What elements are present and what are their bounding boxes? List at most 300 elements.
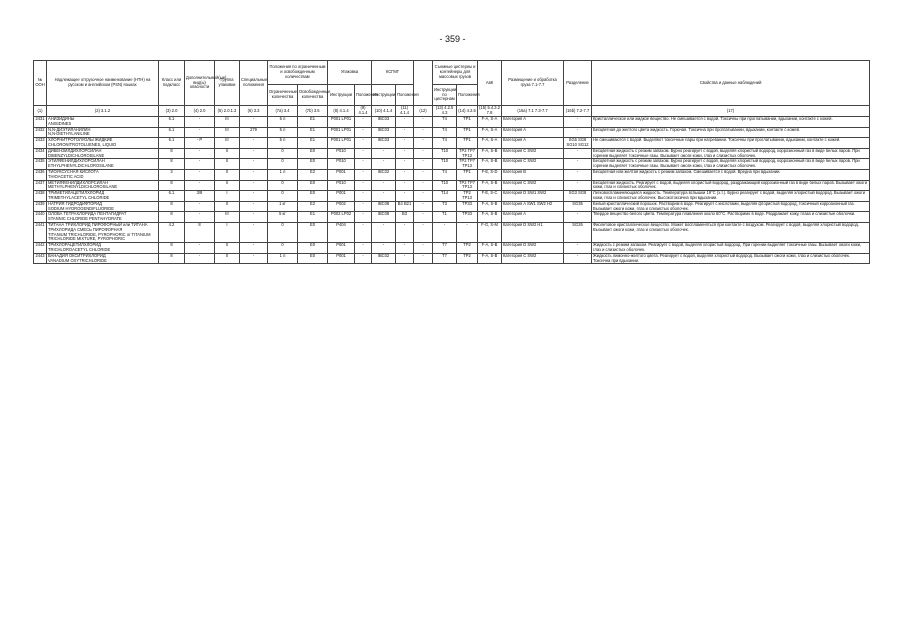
dangerous-goods-list-table xyxy=(33,60,869,610)
cell-ibc-instruction: - xyxy=(372,159,396,170)
cell-special-provisions: - xyxy=(240,222,268,242)
name-en: ETHYLPHENYLDICHLOROSILANE xyxy=(48,163,114,169)
cell-limited-qty: 1 л xyxy=(268,169,298,180)
cell-properties: Бесцветная или желтая жидкость с резким запахом. Смешивается с водой. Вредна при вдыхании. xyxy=(592,169,870,180)
header-pack-prov: Положения xyxy=(355,85,372,106)
cell-stowage: Категория C SW2 xyxy=(502,180,564,191)
column-ref: (15) 5.4.3.2 7.8 xyxy=(479,105,500,115)
cell-tank-provision: TP2 TP7 TP13 xyxy=(457,159,478,170)
cell-limited-qty: 0 xyxy=(268,222,298,242)
header-un: № ООН xyxy=(34,61,47,106)
cell-properties: Бесцветная жидкость. Реагирует с водой, выделяя хлористый водород, раздражающий коррозионный газ в виде белых паров. Вызывает ожоги кожи, глаз и слизистых оболочек. xyxy=(592,180,870,191)
cell-ibc-instruction: - xyxy=(372,243,396,254)
cell-tank-provision: TP2 TP13 xyxy=(457,191,478,202)
header-tank-instr: Инструкции по цистернам xyxy=(433,85,457,106)
cell-subsidiary-risk: - xyxy=(185,148,215,159)
cell-un-number: 2440 xyxy=(34,212,47,223)
name-ru: N,N-ДИЭТИЛАНИЛИН xyxy=(48,126,91,132)
cell-stowage: Категория A xyxy=(502,138,564,149)
cell-stowage: Категория C SW2 xyxy=(502,159,564,170)
cell-tank-provision: TP2 TP7 TP13 xyxy=(457,148,478,159)
cell-limited-qty: 0 xyxy=(268,148,298,159)
cell-ibc-provision: - xyxy=(396,148,414,159)
column-ref: (16b) 7.2-7.7 xyxy=(564,106,592,117)
cell-subsidiary-risk: - xyxy=(185,201,215,212)
cell-name xyxy=(47,191,159,202)
cell-col12: - xyxy=(414,159,433,170)
cell-special-provisions: - xyxy=(240,138,268,149)
cell-packing-provision: - xyxy=(355,222,372,242)
header-special-provisions: Специальные положения xyxy=(240,61,268,106)
cell-class: 6.1 xyxy=(159,127,185,138)
cell-ems: F-A, S-B xyxy=(478,201,502,212)
cell-tank-instruction: - xyxy=(433,222,457,242)
cell-packing-provision: - xyxy=(355,148,372,159)
cell-subsidiary-risk: - xyxy=(185,253,215,264)
cell-excepted-qty: E0 xyxy=(298,159,328,170)
cell-ems: F-G, S-M xyxy=(478,222,502,242)
cell-segregation: - xyxy=(564,169,592,180)
cell-limited-qty: 1 кг xyxy=(268,201,298,212)
cell-excepted-qty: E0 xyxy=(298,148,328,159)
cell-ibc-provision: - xyxy=(396,117,414,128)
cell-ibc-provision: B4 B21 xyxy=(396,201,414,212)
column-ref: (3) 2.0 xyxy=(159,106,185,117)
table-row xyxy=(34,253,870,264)
header-properties: Свойства и данные наблюдений xyxy=(592,61,870,106)
name-ru: МЕТИЛФЕНИЛДИХЛОРСИЛАН xyxy=(48,179,108,185)
cell-class: 6.1 xyxy=(159,117,185,128)
cell-packing-provision: - xyxy=(355,117,372,128)
cell-stowage: Категория B xyxy=(502,169,564,180)
header-pack-instr: Инструкции xyxy=(328,85,355,106)
cell-un-number: 2443 xyxy=(34,253,47,264)
cell-limited-qty: 0 xyxy=(268,191,298,202)
cell-stowage: Категория D SW2 H1 xyxy=(502,222,564,242)
column-ref: (14) 4.2.5 xyxy=(457,106,478,117)
cell-tank-provision: TP2 xyxy=(457,253,478,264)
cell-un-number: 2438 xyxy=(34,191,47,202)
cell-packing-instruction: P001 xyxy=(328,169,355,180)
cell-properties: Бесцветная жидкость с резким запахом. Бурно реагирует с водой, выделяя хлористый водород, коррозионный газ в виде белых паров. При горении выделяет токсичные газы. Вызывает ожоги кожи, глаз и слизистых оболочек. xyxy=(592,159,870,170)
cell-tank-provision: - xyxy=(457,222,478,242)
cell-subsidiary-risk: - xyxy=(185,212,215,223)
cell-ibc-provision: - xyxy=(396,169,414,180)
cell-un-number: 2436 xyxy=(34,169,47,180)
cell-stowage: Категория A SW1 SW2 H2 xyxy=(502,201,564,212)
table-row xyxy=(34,138,870,149)
cell-tank-provision: TP1 xyxy=(457,169,478,180)
cell-ibc-instruction: IBC08 xyxy=(372,201,396,212)
cell-subsidiary-risk: - P xyxy=(185,138,215,149)
cell-ems: F-A, S-B xyxy=(478,180,502,191)
name-en: N,N-DIETHYLANILINE xyxy=(48,131,90,137)
cell-packing-provision: - xyxy=(355,253,372,264)
cell-tank-instruction: T7 xyxy=(433,243,457,254)
name-en: VANADIUM OXYTRICHLORIDE xyxy=(48,257,107,263)
header-ibc-instr: Инструкции xyxy=(372,85,396,106)
name-en: THIOACETIC ACID xyxy=(48,173,84,179)
cell-packing-group: III xyxy=(215,117,240,128)
cell-excepted-qty: E1 xyxy=(298,138,328,149)
cell-packing-provision: - xyxy=(355,201,372,212)
cell-limited-qty: 5 кг xyxy=(268,212,298,223)
header-name: Надлежащее отгрузочное наименование (НТН) на русском и английском (PSN) языках xyxy=(47,61,159,106)
cell-ibc-instruction: IBC08 xyxy=(372,212,396,223)
header-tank-prov: Положения xyxy=(457,85,478,106)
cell-subsidiary-risk: 3/8 xyxy=(185,191,215,202)
cell-stowage: Категория A xyxy=(502,212,564,223)
cell-tank-instruction: T14 xyxy=(433,191,457,202)
cell-special-provisions: - xyxy=(240,117,268,128)
cell-un-number: 2432 xyxy=(34,127,47,138)
cell-excepted-qty: E0 xyxy=(298,222,328,242)
cell-packing-provision: - xyxy=(355,243,372,254)
cell-tank-instruction: T10 xyxy=(433,148,457,159)
cell-ems: F-A, S-A xyxy=(478,127,502,138)
cell-special-provisions: - xyxy=(240,180,268,191)
column-ref: (13) 4.2.5 4.3 xyxy=(433,106,457,117)
name-ru: ДИБЕНЗИЛДИХЛОРСИЛАН xyxy=(48,147,102,153)
cell-ems: F-A, S-A xyxy=(478,138,502,149)
cell-un-number: 2434 xyxy=(34,148,47,159)
name-en: METHYLPHENYLDICHLOROSILANE xyxy=(48,184,118,190)
cell-packing-instruction: P010 xyxy=(328,148,355,159)
header-packing-group: Группа упаковки xyxy=(215,61,240,106)
cell-excepted-qty: E0 xyxy=(298,180,328,191)
cell-packing-group: II xyxy=(215,201,240,212)
cell-tank-provision: TP1 xyxy=(457,117,478,128)
cell-packing-instruction: P001 xyxy=(328,243,355,254)
cell-properties: Не смешиваются с водой. Выделяют токсичные пары при нагревании. Токсичны при проглатывании, вдыхании, контакте с кожей. xyxy=(592,138,870,149)
cell-ibc-instruction: IBC02 xyxy=(372,253,396,264)
cell-limited-qty: 5 л xyxy=(268,127,298,138)
column-ref: (6) 3.3 xyxy=(240,106,268,117)
cell-special-provisions: - xyxy=(240,191,268,202)
cell-packing-instruction: P010 xyxy=(328,180,355,191)
name-ru: АНИЗИДИНЫ xyxy=(48,116,75,121)
name-en: DIBENZYLDICHLOROSILANE xyxy=(48,152,105,158)
cell-name xyxy=(47,127,159,138)
cell-packing-instruction: P001 LP01 xyxy=(328,117,355,128)
name-ru: ЭТИЛФЕНИЛДИХЛОРСИЛАН xyxy=(48,158,105,164)
cell-col12: - xyxy=(414,180,433,191)
cell-excepted-qty: E1 xyxy=(298,117,328,128)
cell-stowage: Категория C SW2 xyxy=(502,148,564,159)
cell-un-number: 2431 xyxy=(34,117,47,128)
cell-limited-qty: 0 xyxy=(268,159,298,170)
cell-col12: - xyxy=(414,138,433,149)
cell-class: 8 xyxy=(159,148,185,159)
name-ru: НАТРИЯ ГИДРОДИФТОРИД xyxy=(48,200,102,206)
cell-properties: Легковоспламеняющаяся жидкость. Температура вспышки 19°C (з.т.). Бурно реагирует с водой, выделяя хлористый водород. Вызывает ожоги кожи, глаз и слизистых оболочек. Высокотоксична при вдыхании. xyxy=(592,191,870,202)
cell-packing-group: II xyxy=(215,243,240,254)
table-row xyxy=(34,148,870,159)
cell-col12: - xyxy=(414,253,433,264)
cell-tank-instruction: T4 xyxy=(433,117,457,128)
cell-ems: F-A, S-B xyxy=(478,148,502,159)
column-ref: (7b) 3.5 xyxy=(298,106,328,117)
cell-ibc-instruction: IBC02 xyxy=(372,169,396,180)
cell-subsidiary-risk: - xyxy=(185,159,215,170)
cell-tank-provision: TP1 xyxy=(457,138,478,149)
cell-special-provisions: - xyxy=(240,169,268,180)
cell-segregation: - xyxy=(564,148,592,159)
cell-limited-qty: 5 л xyxy=(268,138,298,149)
page-number: - 359 - xyxy=(439,34,466,44)
cell-packing-group: III xyxy=(215,138,240,149)
table-row xyxy=(34,222,870,242)
cell-packing-group: III xyxy=(215,127,240,138)
cell-stowage: Категория A xyxy=(502,127,564,138)
cell-subsidiary-risk: - xyxy=(185,180,215,191)
cell-tank-instruction: T1 xyxy=(433,212,457,223)
header-limited-qty: Ограниченные количества xyxy=(268,85,298,106)
header-subrisk: Дополнительный(ые) вид(ы) опасности xyxy=(185,61,215,106)
cell-properties: Жидкость с резким запахом. Реагирует с водой, выделяя хлористый водород. При горении выделяет токсичные газы. Вызывает ожоги кожи, глаз и слизистых оболочек. xyxy=(592,243,870,254)
cell-ibc-provision: - xyxy=(396,243,414,254)
cell-subsidiary-risk: - xyxy=(185,127,215,138)
column-ref: (10) 4.1.4 xyxy=(372,106,396,117)
cell-ems: F-A, S-B xyxy=(478,243,502,254)
cell-tank-instruction: T7 xyxy=(433,253,457,264)
column-ref: (7a) 3.4 xyxy=(268,106,298,117)
cell-excepted-qty: E1 xyxy=(298,212,328,223)
cell-ems: F-E, S-C xyxy=(478,191,502,202)
cell-packing-instruction: P001 xyxy=(328,191,355,202)
cell-tank-provision: TP33 xyxy=(457,201,478,212)
cell-segregation: SG26 xyxy=(564,222,592,242)
cell-un-number: 2433 xyxy=(34,138,47,149)
cell-un-number: 2439 xyxy=(34,201,47,212)
cell-ibc-provision: - xyxy=(396,253,414,264)
header-col12 xyxy=(414,61,433,106)
cell-segregation: - xyxy=(564,127,592,138)
cell-ibc-provision: - xyxy=(396,127,414,138)
cell-subsidiary-risk: - xyxy=(185,117,215,128)
cell-packing-group: I xyxy=(215,191,240,202)
header-excepted-qty: Освобожденные количества xyxy=(298,85,328,106)
cell-ibc-instruction: IBC03 xyxy=(372,127,396,138)
cell-packing-provision: - xyxy=(355,212,372,223)
name-ru: ТРИХЛОРАЦЕТИЛХЛОРИД xyxy=(48,242,101,248)
cell-class: 8 xyxy=(159,201,185,212)
cell-ems: F-A, S-A xyxy=(478,117,502,128)
column-ref: (9) 4.1.4 xyxy=(355,106,372,117)
cell-packing-instruction: P404 xyxy=(328,222,355,242)
header-packing: Упаковка xyxy=(328,61,372,85)
cell-segregation: - xyxy=(564,212,592,223)
header-segregation: Разделение xyxy=(564,61,592,106)
name-en: TRIMETHYLACETYL CHLORIDE xyxy=(48,194,110,200)
cell-packing-instruction: P001 LP01 xyxy=(328,127,355,138)
cell-ibc-instruction: - xyxy=(372,148,396,159)
cell-ibc-provision: - xyxy=(396,222,414,242)
cell-special-provisions: 279 xyxy=(240,127,268,138)
cell-segregation: - xyxy=(564,253,592,264)
cell-tank-provision: TP33 xyxy=(457,212,478,223)
name-ru: ТРИМЕТИЛАЦЕТИЛХЛОРИД xyxy=(48,190,105,196)
cell-un-number: 2437 xyxy=(34,180,47,191)
column-ref: (16a) 7.1 7.3-7.7 xyxy=(502,106,564,117)
cell-excepted-qty: E2 xyxy=(298,201,328,212)
column-ref: (5) 2.0.1.3 xyxy=(215,106,240,117)
cell-col12: - xyxy=(414,148,433,159)
cell-special-provisions: - xyxy=(240,159,268,170)
cell-class: 8 xyxy=(159,180,185,191)
header-ibc-prov: Положения xyxy=(396,85,414,106)
name-ru: ВАНАДИЯ ОКСИТРИХЛОРИД xyxy=(48,252,106,258)
cell-ibc-provision: - xyxy=(396,180,414,191)
cell-subsidiary-risk: 8 xyxy=(185,222,215,242)
name-ru: ТИТАНА ТРИХЛОРИД ПИРОФОРНЫЙ или ТИТАНА ТРИХЛОРИДА СМЕСЬ ПИРОФОРНАЯ xyxy=(48,221,148,232)
header-ems: АвК xyxy=(478,61,502,106)
cell-tank-instruction: T3 xyxy=(433,201,457,212)
cell-name xyxy=(47,169,159,180)
name-ru: ТИОУКСУСНАЯ КИСЛОТА xyxy=(48,168,99,174)
cell-properties: Твердое вещество белого цвета. Температура плавления около 60°C. Растворимо в воде. Раздражает кожу, глаза и слизистые оболочки. xyxy=(592,212,870,223)
table-row xyxy=(34,180,870,191)
cell-tank-instruction: T4 xyxy=(433,138,457,149)
cell-properties: Жидкость лимонно-желтого цвета. Реагирует с водой, выделяя хлористый водород. Вызывает ожоги кожи, глаз и слизистых оболочек. Токсична при вдыхании. xyxy=(592,253,870,264)
cell-segregation: SG6 SG8 SG10 SG12 xyxy=(564,138,592,149)
cell-name xyxy=(47,117,159,128)
cell-ibc-instruction: - xyxy=(372,191,396,202)
cell-name xyxy=(47,148,159,159)
column-ref: (8) 4.1.4 xyxy=(328,106,355,117)
cell-col12: - xyxy=(414,191,433,202)
cell-col12: - xyxy=(414,212,433,223)
cell-stowage: Категория C SW2 xyxy=(502,253,564,264)
cell-un-number: 2435 xyxy=(34,159,47,170)
cell-name xyxy=(47,243,159,254)
cell-ibc-instruction: - xyxy=(372,222,396,242)
cell-packing-group: II xyxy=(215,159,240,170)
cell-ems: F-A, S-B xyxy=(478,212,502,223)
cell-properties: Белый кристаллический порошок. Растворим в воде. Реагирует с кислотами, выделяя фтористый водород, токсичный коррозионный газ. Вызывает ожоги кожи, глаз и слизистых оболочек. xyxy=(592,201,870,212)
cell-col12: - xyxy=(414,243,433,254)
cell-limited-qty: 1 л xyxy=(268,253,298,264)
cell-packing-provision: - xyxy=(355,191,372,202)
cell-excepted-qty: E0 xyxy=(298,253,328,264)
cell-packing-provision: - xyxy=(355,138,372,149)
cell-limited-qty: 5 л xyxy=(268,117,298,128)
header-ibc: КСГМГ xyxy=(372,61,414,85)
cell-col12: - xyxy=(414,127,433,138)
cell-name xyxy=(47,222,159,242)
cell-subsidiary-risk: - xyxy=(185,243,215,254)
cell-packing-provision: - xyxy=(355,169,372,180)
cell-segregation: - xyxy=(564,159,592,170)
cell-ibc-instruction: - xyxy=(372,180,396,191)
cell-special-provisions: - xyxy=(240,201,268,212)
cell-tank-provision: TP2 TP7 TP13 xyxy=(457,180,478,191)
cell-ems: F-E, S-D xyxy=(478,169,502,180)
name-en: ANISIDINES xyxy=(48,120,72,126)
cell-packing-group: II xyxy=(215,180,240,191)
cell-segregation: SG35 xyxy=(564,201,592,212)
name-en: STANNIC CHLORIDE PENTAHYDRATE xyxy=(48,216,122,222)
cell-tank-provision: TP1 xyxy=(457,127,478,138)
cell-un-number: 2441 xyxy=(34,222,47,242)
cell-stowage: Категория D SW2 xyxy=(502,243,564,254)
cell-un-number: 2442 xyxy=(34,243,47,254)
cell-packing-group: II xyxy=(215,169,240,180)
cell-name xyxy=(47,180,159,191)
cell-limited-qty: 0 xyxy=(268,180,298,191)
table-row xyxy=(34,201,870,212)
cell-excepted-qty: E2 xyxy=(298,169,328,180)
column-ref: (11) 4.1.4 xyxy=(396,106,414,117)
cell-packing-provision: - xyxy=(355,180,372,191)
column-ref: (12) xyxy=(414,106,433,117)
table-row xyxy=(34,127,870,138)
table-row xyxy=(34,212,870,223)
column-ref: (4) 2.0 xyxy=(185,106,215,117)
cell-special-provisions: - xyxy=(240,243,268,254)
cell-packing-instruction: P010 xyxy=(328,159,355,170)
header-class: Класс или подкласс xyxy=(159,61,185,106)
name-ru: ХЛОРНИТРОТОЛУОЛЫ ЖИДКИЕ xyxy=(48,137,113,143)
cell-special-provisions: - xyxy=(240,212,268,223)
name-en: TRICHLOROACETYL CHLORIDE xyxy=(48,246,111,252)
cell-class: 6.1 xyxy=(159,138,185,149)
cell-ems: F-A, S-B xyxy=(478,253,502,264)
cell-packing-instruction: P001 xyxy=(328,253,355,264)
cell-packing-instruction: P001 LP01 xyxy=(328,138,355,149)
cell-packing-provision: - xyxy=(355,159,372,170)
cell-ibc-provision: - xyxy=(396,159,414,170)
header-tanks: Съемные цистерны и контейнеры для массовых грузов xyxy=(433,61,478,85)
cell-ems: F-A, S-B xyxy=(478,159,502,170)
cell-packing-group: III xyxy=(215,212,240,223)
cell-col12: - xyxy=(414,222,433,242)
cell-excepted-qty: E1 xyxy=(298,127,328,138)
cell-name xyxy=(47,212,159,223)
header-quantities: Положения по ограниченным и освобожденным количествам xyxy=(268,61,328,85)
cell-class: 6.1 xyxy=(159,191,185,202)
cell-col12: - xyxy=(414,117,433,128)
cell-packing-provision: - xyxy=(355,127,372,138)
cell-tank-instruction: T10 xyxy=(433,159,457,170)
cell-ibc-provision: B3 xyxy=(396,212,414,223)
cell-name xyxy=(47,253,159,264)
cell-excepted-qty: E0 xyxy=(298,191,328,202)
name-ru: ОЛОВА ТЕТРАХЛОРИДА ПЕНТАГИДРАТ xyxy=(48,211,127,217)
cell-stowage: Категория A xyxy=(502,117,564,128)
cell-ibc-provision: - xyxy=(396,191,414,202)
cell-col12: - xyxy=(414,169,433,180)
cell-tank-provision: TP2 xyxy=(457,243,478,254)
cell-segregation: SG3 SG8 xyxy=(564,191,592,202)
cell-segregation: - xyxy=(564,180,592,191)
cell-special-provisions: - xyxy=(240,253,268,264)
cell-limited-qty: 0 xyxy=(268,243,298,254)
cell-class: 8 xyxy=(159,212,185,223)
cell-excepted-qty: E0 xyxy=(298,243,328,254)
cell-special-provisions: - xyxy=(240,148,268,159)
cell-packing-group: II xyxy=(215,148,240,159)
name-en: SODIUM HYDROGENDIFLUORIDE xyxy=(48,205,114,211)
cell-class: 8 xyxy=(159,243,185,254)
cell-properties: Бесцветная до желтого цвета жидкость. Горючая. Токсична при проглатывании, вдыхании, контакте с кожей. xyxy=(592,127,870,138)
cell-ibc-instruction: IBC03 xyxy=(372,117,396,128)
cell-name xyxy=(47,138,159,149)
cell-class: 8 xyxy=(159,253,185,264)
table-row xyxy=(34,169,870,180)
cell-packing-instruction: P002 LP02 xyxy=(328,212,355,223)
name-en: TITANIUM TRICHLORIDE, PYROPHORIC or TITANIUM TRICHLORIDE MIXTURE, PYROPHORIC xyxy=(48,231,151,242)
